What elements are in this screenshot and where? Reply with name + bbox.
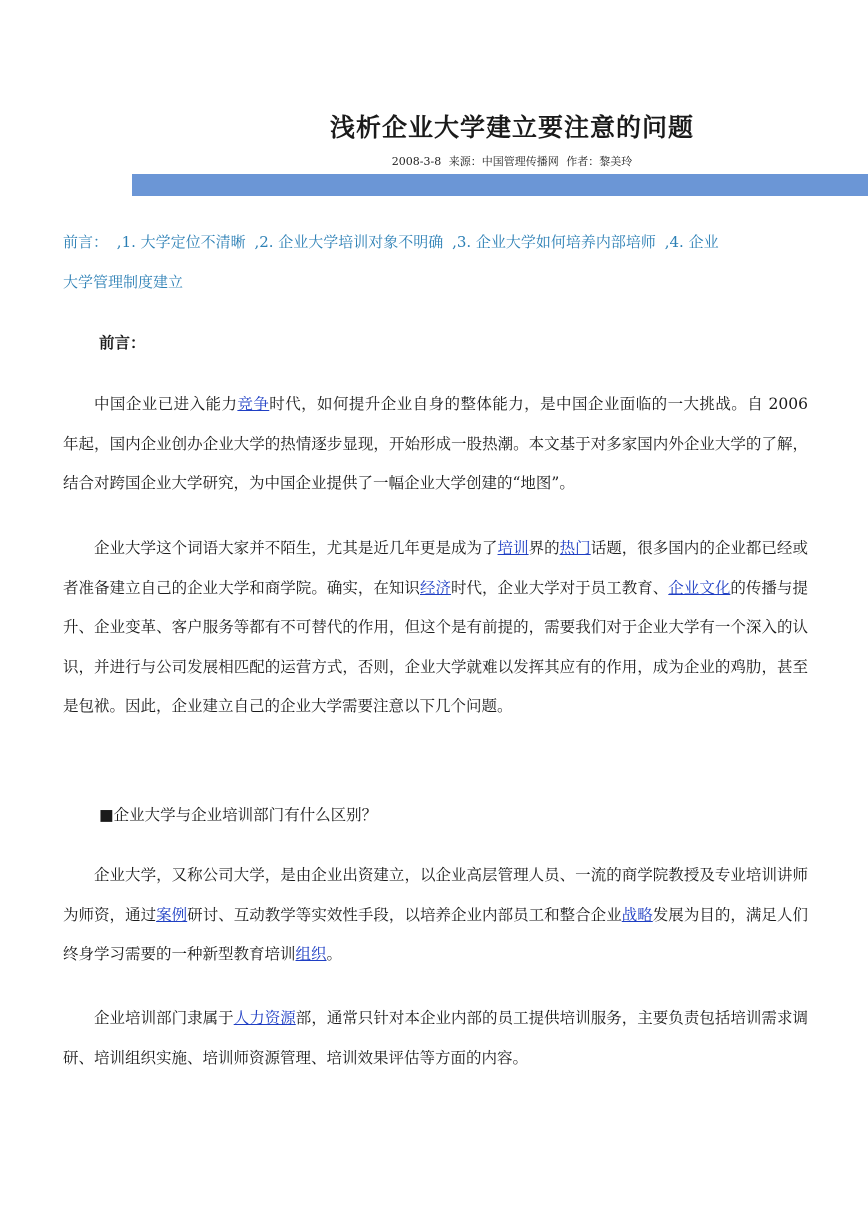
article-meta: [0, 153, 868, 169]
table-of-contents: [63, 222, 808, 302]
author-text: 作者：黎美玲: [566, 155, 633, 168]
publish-date: 2008-3-8: [391, 155, 442, 168]
link-strategy[interactable]: 战略: [621, 905, 653, 924]
article-title: 浅析企业大学建立要注意的问题: [329, 113, 694, 142]
toc-item-4-continued[interactable]: 大学管理制度建立: [63, 273, 184, 291]
toc-label: 前言：: [63, 233, 109, 251]
paragraph-1: 中国企业已进入能力竞争时代，如何提升企业自身的整体能力，是中国企业面临的一大挑战。自 2006 年起，国内企业创办企业大学的热情逐步显现，开始形成一股热潮。本文基于对多家国内外企业大学的了解，结合对跨国企业大学研究，为中国企业提供了一幅企业大学创建的“地图”。: [63, 395, 808, 492]
toc-item-1[interactable]: ,1. 大学定位不清晰: [116, 233, 246, 251]
source-text: 来源：中国管理传播网: [448, 155, 559, 168]
toc-item-4[interactable]: ,4. 企业: [664, 233, 719, 251]
link-competition[interactable]: 竞争: [237, 395, 270, 413]
link-case[interactable]: 案例: [156, 905, 188, 924]
header-bar: [132, 174, 868, 196]
link-training[interactable]: 培训: [497, 539, 529, 557]
paragraph-3: 企业大学，又称公司大学，是由企业出资建立，以企业高层管理人员、一流的商学院教授及专业培训讲师为师资，通过案例研讨、互动教学等实效性手段，以培养企业内部员工和整合企业战略发展为目的，满足人们终身学习需要的一种新型教育培训组织。: [63, 866, 808, 963]
link-hot-topic[interactable]: 热门: [559, 539, 591, 557]
section-heading-preface: 前言：: [99, 333, 146, 352]
toc-item-2[interactable]: ,2. 企业大学培训对象不明确: [254, 233, 444, 251]
paragraph-4: 企业培训部门隶属于人力资源部，通常只针对本企业内部的员工提供培训服务，主要负责包括培训需求调研、培训组织实施、培训师资源管理、培训效果评估等方面的内容。: [63, 1009, 808, 1067]
toc-item-3[interactable]: ,3. 企业大学如何培养内部培师: [452, 233, 656, 251]
link-economy[interactable]: 经济: [419, 578, 451, 597]
link-corporate-culture[interactable]: 企业文化: [668, 578, 731, 597]
link-organization[interactable]: 组织: [295, 945, 327, 963]
question-heading: ■企业大学与企业培训部门有什么区别？: [99, 806, 378, 824]
link-human-resources[interactable]: 人力资源: [233, 1009, 296, 1027]
paragraph-2: 企业大学这个词语大家并不陌生，尤其是近几年更是成为了培训界的热门话题，很多国内的企业都已经或者准备建立自己的企业大学和商学院。确实，在知识经济时代，企业大学对于员工教育、企业文化的传播与提升、企业变革、客户服务等都有不可替代的作用，但这个是有前提的，需要我们对于企业大学有一个深入的认识，并进行与公司发展相匹配的运营方式，否则，企业大学就难以发挥其应有的作用，成为企业的鸡肋，甚至是包袱。因此，企业建立自己的企业大学需要注意以下几个问题。: [63, 539, 808, 715]
